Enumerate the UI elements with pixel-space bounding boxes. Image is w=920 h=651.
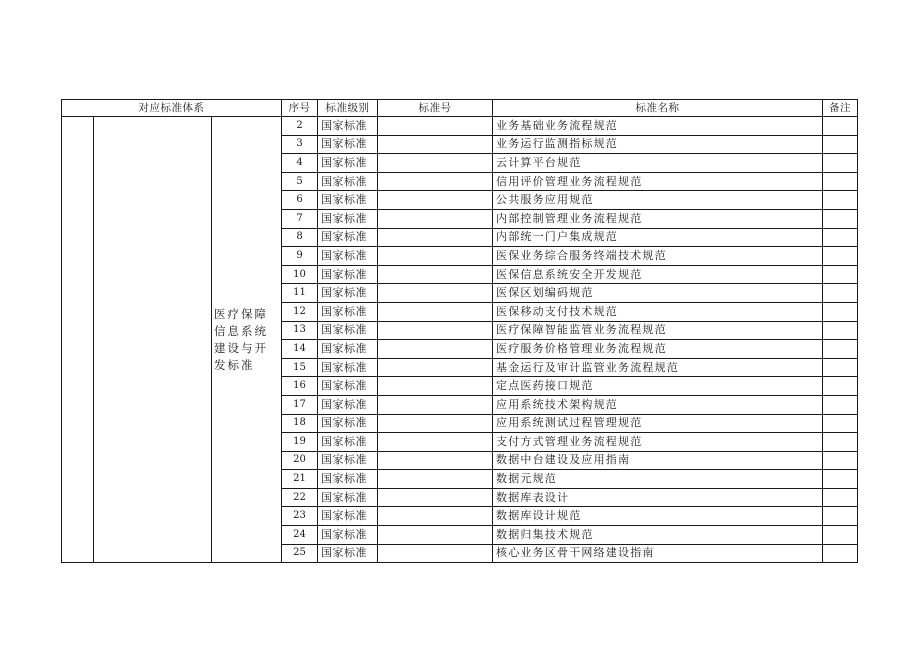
- level-cell: 国家标准: [318, 395, 378, 414]
- std-name-cell: 数据库表设计: [493, 488, 823, 507]
- header-std-no: 标准号: [378, 100, 493, 117]
- level-cell: 国家标准: [318, 433, 378, 452]
- std-no-cell: [378, 433, 493, 452]
- seq-cell: 3: [282, 135, 318, 154]
- remark-cell: [823, 451, 858, 470]
- remark-cell: [823, 284, 858, 303]
- level-cell: 国家标准: [318, 154, 378, 173]
- std-name-cell: 医保业务综合服务终端技术规范: [493, 247, 823, 266]
- std-no-cell: [378, 526, 493, 545]
- remark-cell: [823, 526, 858, 545]
- table-row: [62, 117, 858, 136]
- std-name-cell: 医疗保障智能监管业务流程规范: [493, 321, 823, 340]
- level-cell: 国家标准: [318, 247, 378, 266]
- remark-cell: [823, 395, 858, 414]
- seq-cell: 7: [282, 209, 318, 228]
- seq-cell: 20: [282, 451, 318, 470]
- std-no-cell: [378, 395, 493, 414]
- std-no-cell: [378, 321, 493, 340]
- remark-cell: [823, 191, 858, 210]
- level-cell: 国家标准: [318, 470, 378, 489]
- seq-cell: 22: [282, 488, 318, 507]
- std-no-cell: [378, 154, 493, 173]
- remark-cell: [823, 247, 858, 266]
- header-seq: 序号: [282, 100, 318, 117]
- std-no-cell: [378, 358, 493, 377]
- level-cell: 国家标准: [318, 228, 378, 247]
- remark-cell: [823, 265, 858, 284]
- seq-cell: 14: [282, 340, 318, 359]
- seq-cell: 13: [282, 321, 318, 340]
- seq-cell: 2: [282, 117, 318, 136]
- level-cell: 国家标准: [318, 284, 378, 303]
- std-no-cell: [378, 377, 493, 396]
- level-cell: 国家标准: [318, 526, 378, 545]
- std-name-cell: 信用评价管理业务流程规范: [493, 172, 823, 191]
- seq-cell: 17: [282, 395, 318, 414]
- remark-cell: [823, 488, 858, 507]
- std-no-cell: [378, 302, 493, 321]
- std-name-cell: 应用系统测试过程管理规范: [493, 414, 823, 433]
- remark-cell: [823, 172, 858, 191]
- std-no-cell: [378, 544, 493, 563]
- seq-cell: 15: [282, 358, 318, 377]
- std-name-cell: 业务基础业务流程规范: [493, 117, 823, 136]
- seq-cell: 25: [282, 544, 318, 563]
- remark-cell: [823, 377, 858, 396]
- level-cell: 国家标准: [318, 340, 378, 359]
- remark-cell: [823, 117, 858, 136]
- std-name-cell: 医疗服务价格管理业务流程规范: [493, 340, 823, 359]
- seq-cell: 19: [282, 433, 318, 452]
- remark-cell: [823, 228, 858, 247]
- level-cell: 国家标准: [318, 191, 378, 210]
- remark-cell: [823, 358, 858, 377]
- system-category-cell: [62, 117, 94, 563]
- level-cell: 国家标准: [318, 544, 378, 563]
- std-name-cell: 基金运行及审计监管业务流程规范: [493, 358, 823, 377]
- level-cell: 国家标准: [318, 209, 378, 228]
- remark-cell: [823, 544, 858, 563]
- std-no-cell: [378, 451, 493, 470]
- seq-cell: 11: [282, 284, 318, 303]
- remark-cell: [823, 433, 858, 452]
- header-remark: 备注: [823, 100, 858, 117]
- std-name-cell: 医保移动支付技术规范: [493, 302, 823, 321]
- std-no-cell: [378, 340, 493, 359]
- std-name-cell: 医保区划编码规范: [493, 284, 823, 303]
- seq-cell: 6: [282, 191, 318, 210]
- remark-cell: [823, 209, 858, 228]
- seq-cell: 16: [282, 377, 318, 396]
- header-system: 对应标准体系: [62, 100, 282, 117]
- std-name-cell: 数据归集技术规范: [493, 526, 823, 545]
- remark-cell: [823, 507, 858, 526]
- seq-cell: 24: [282, 526, 318, 545]
- seq-cell: 12: [282, 302, 318, 321]
- std-name-cell: 内部控制管理业务流程规范: [493, 209, 823, 228]
- level-cell: 国家标准: [318, 377, 378, 396]
- group-label: 医疗保障信息系统建设与开发标准: [212, 117, 282, 563]
- seq-cell: 9: [282, 247, 318, 266]
- std-name-cell: 核心业务区骨干网络建设指南: [493, 544, 823, 563]
- std-no-cell: [378, 507, 493, 526]
- std-name-cell: 公共服务应用规范: [493, 191, 823, 210]
- standards-table: [61, 99, 858, 563]
- std-no-cell: [378, 135, 493, 154]
- remark-cell: [823, 321, 858, 340]
- std-no-cell: [378, 265, 493, 284]
- std-no-cell: [378, 172, 493, 191]
- header-level: 标准级别: [318, 100, 378, 117]
- seq-cell: 8: [282, 228, 318, 247]
- seq-cell: 21: [282, 470, 318, 489]
- std-name-cell: 支付方式管理业务流程规范: [493, 433, 823, 452]
- level-cell: 国家标准: [318, 358, 378, 377]
- seq-cell: 4: [282, 154, 318, 173]
- level-cell: 国家标准: [318, 451, 378, 470]
- seq-cell: 18: [282, 414, 318, 433]
- remark-cell: [823, 470, 858, 489]
- seq-cell: 23: [282, 507, 318, 526]
- level-cell: 国家标准: [318, 172, 378, 191]
- std-name-cell: 云计算平台规范: [493, 154, 823, 173]
- level-cell: 国家标准: [318, 135, 378, 154]
- std-no-cell: [378, 488, 493, 507]
- std-name-cell: 定点医药接口规范: [493, 377, 823, 396]
- table-header-row: [62, 100, 858, 117]
- std-no-cell: [378, 228, 493, 247]
- std-name-cell: 数据库设计规范: [493, 507, 823, 526]
- level-cell: 国家标准: [318, 117, 378, 136]
- header-std-name: 标准名称: [493, 100, 823, 117]
- level-cell: 国家标准: [318, 321, 378, 340]
- level-cell: 国家标准: [318, 265, 378, 284]
- std-name-cell: 应用系统技术架构规范: [493, 395, 823, 414]
- std-name-cell: 内部统一门户集成规范: [493, 228, 823, 247]
- std-name-cell: 医保信息系统安全开发规范: [493, 265, 823, 284]
- std-no-cell: [378, 470, 493, 489]
- std-no-cell: [378, 247, 493, 266]
- std-no-cell: [378, 191, 493, 210]
- remark-cell: [823, 340, 858, 359]
- std-no-cell: [378, 117, 493, 136]
- seq-cell: 5: [282, 172, 318, 191]
- level-cell: 国家标准: [318, 488, 378, 507]
- std-no-cell: [378, 414, 493, 433]
- std-no-cell: [378, 284, 493, 303]
- level-cell: 国家标准: [318, 507, 378, 526]
- system-subcategory-cell: [94, 117, 212, 563]
- std-name-cell: 数据元规范: [493, 470, 823, 489]
- std-no-cell: [378, 209, 493, 228]
- remark-cell: [823, 154, 858, 173]
- std-name-cell: 业务运行监测指标规范: [493, 135, 823, 154]
- remark-cell: [823, 135, 858, 154]
- level-cell: 国家标准: [318, 302, 378, 321]
- remark-cell: [823, 302, 858, 321]
- remark-cell: [823, 414, 858, 433]
- level-cell: 国家标准: [318, 414, 378, 433]
- std-name-cell: 数据中台建设及应用指南: [493, 451, 823, 470]
- seq-cell: 10: [282, 265, 318, 284]
